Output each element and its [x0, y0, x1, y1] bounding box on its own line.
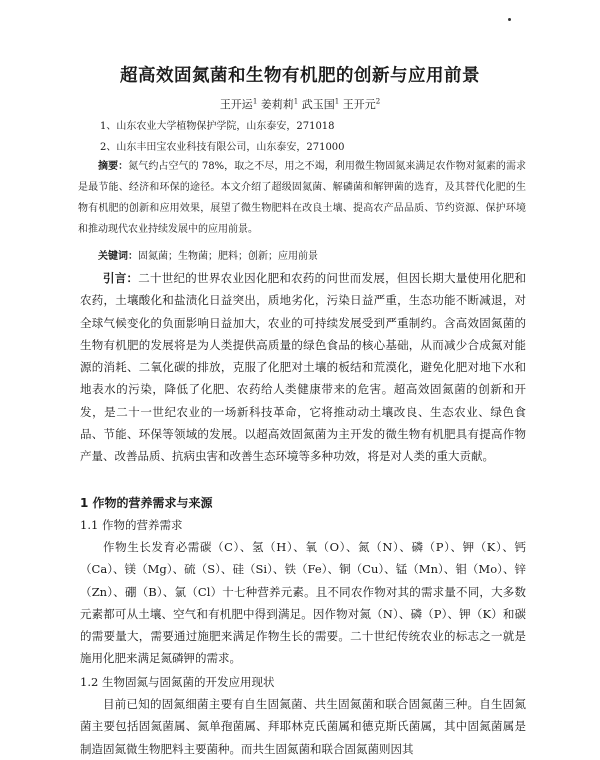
page-mark — [508, 18, 511, 21]
author-affiliation-mark: 1 — [293, 97, 299, 106]
author-affiliation-mark: 1 — [334, 97, 340, 106]
affiliation-2: 2、山东丰田宝农业科技有限公司，山东泰安，271000 — [100, 142, 345, 153]
paper-title: 超高效固氮菌和生物有机肥的创新与应用前景 — [120, 66, 480, 86]
affiliation-1: 1、山东农业大学植物保护学院，山东泰安，271018 — [100, 121, 335, 132]
section-heading: 1 作物的营养需求与来源 — [80, 496, 213, 510]
keywords-label: 关键词： — [98, 251, 138, 262]
author-list — [0, 96, 600, 112]
subsection-paragraph: 作物生长发育必需碳（C）、氢（H）、氧（O）、氮（N）、磷（P）、钾（K）、钙（Ca）、镁（Mg）、硫（S）、硅（Si）、铁（Fe）、铜（Cu）、锰（Mn）、钼（Mo）、锌（Zn）、硼（B）、氯（Cl）十七种营养元素。且不同农作物对其的需求量不同，大多数元素都可从土壤、空气和有机肥中得到满足。因作物对氮（N）、磷（P）、钾（K）和碳的需要量大，需要通过施肥来满足作物生长的需要。二十世纪传统农业的标志之一就是施用化肥来满足氮磷钾的需求。 — [80, 540, 526, 666]
author-name: 王开运 — [219, 98, 253, 111]
author-affiliation-mark: 1 — [252, 97, 258, 106]
abstract — [78, 156, 526, 240]
intro-text: 二十世纪的世界农业因化肥和农药的问世而发展，但因长期大量使用化肥和农药，土壤酸化和盐渍化日益突出，质地劣化，污染日益严重，生态功能不断减退，对全球气候变化的负面影响日益加大，农业的可持续发展受到严重制约。含高效固氮菌的生物有机肥的发展将是为人类提供高质量的绿色食品的核心基础，从而减少合成氮对能源的消耗、二氧化碳的排放，克服了化肥对土壤的板结和荒漠化，避免化肥对地下水和地表水的污染，降低了化肥、农药给人类健康带来的危害。超高效固氮菌的创新和开发，是二十一世纪农业的一场新科技革命，它将推动动土壤改良、生态农业、绿色食品、节能、环保等领域的发展。以超高效固氮菌为主开发的微生物有机肥具有提高作物产量、改善品质、抗病虫害和改善生态环境等多种功效，将是对人类的重大贡献。 — [80, 271, 527, 464]
keywords — [98, 247, 528, 262]
subsection-heading: 1.1 作物的营养需求 — [80, 518, 183, 532]
introduction-paragraph — [80, 267, 526, 468]
author-affiliation-mark: 2 — [375, 97, 381, 106]
author-name: 王开元 — [342, 98, 376, 111]
subsection-paragraph: 目前已知的固氮细菌主要有自生固氮菌、共生固氮菌和联合固氮菌三种。自生固氮菌主要包括固氮菌属、氮单孢菌属、拜耶林克氏菌属和德克斯氏菌属，其中固氮菌属是制造固氮微生物肥料主要菌种。而共生固氮菌和联合固氮菌则因其 — [80, 697, 526, 756]
abstract-label: 摘要： — [98, 161, 129, 172]
abstract-text: 氮气约占空气的 78%，取之不尽，用之不竭，利用微生物固氮来满足农作物对氮素的需求是最节能、经济和环保的途径。本文介绍了超级固氮菌、解磷菌和解钾菌的选育，及其替代化肥的生物有机肥的创新和应用效果，展望了微生物肥料在改良土壤、提高农产品品质、节约资源、保护环境和推动现代农业持续发展中的应用前景。 — [78, 161, 527, 235]
keywords-text: 固氮菌；生物菌；肥料；创新；应用前景 — [138, 251, 318, 262]
subsection-heading: 1.2 生物固氮与固氮菌的开发应用现状 — [80, 675, 275, 689]
author-name: 武玉国 — [301, 98, 335, 111]
author-name: 姜莉莉 — [260, 98, 294, 111]
intro-label: 引言： — [103, 271, 139, 285]
